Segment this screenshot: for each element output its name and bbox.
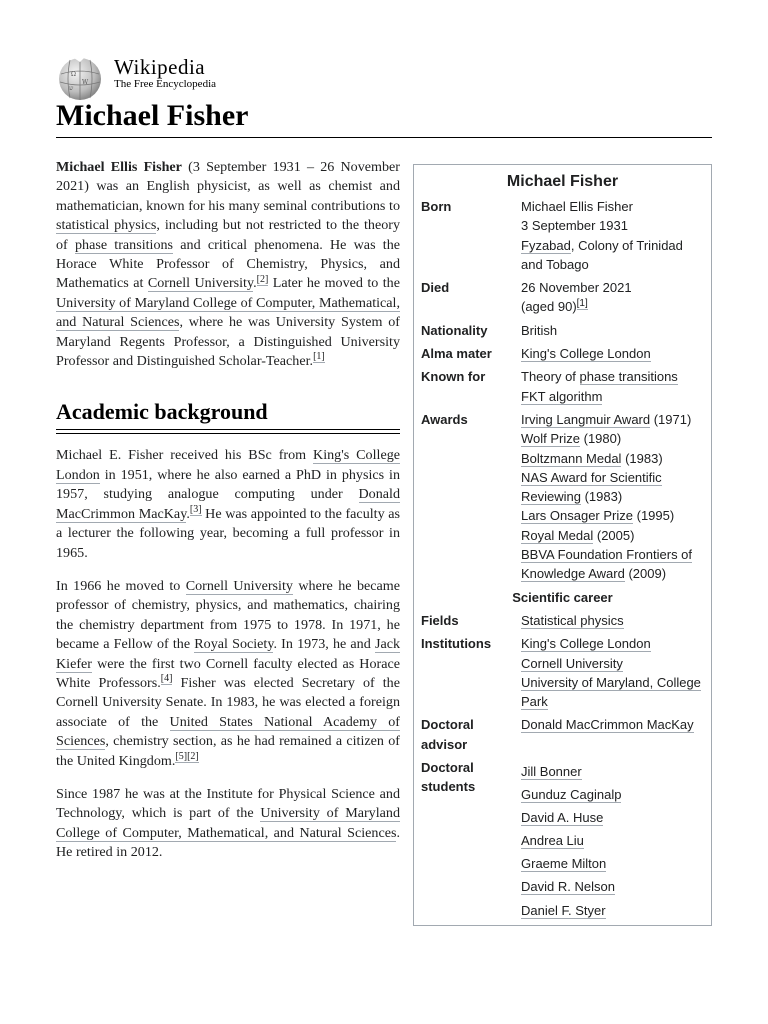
institution-item bbox=[521, 654, 707, 673]
student-item bbox=[521, 785, 707, 804]
text: Since 1987 he was at the Institute for Physical Science and Technology, which is part of the bbox=[56, 785, 400, 822]
career-heading: Scientific career bbox=[512, 589, 613, 605]
label: Alma mater bbox=[421, 346, 492, 362]
link-royal-society[interactable]: Royal Society bbox=[194, 636, 274, 653]
value bbox=[513, 365, 711, 408]
award-year: (1983) bbox=[580, 489, 623, 505]
award-item bbox=[521, 429, 707, 448]
infobox-row-nationality bbox=[414, 319, 711, 342]
infobox bbox=[413, 164, 712, 926]
student-link[interactable]: Andrea Liu bbox=[521, 833, 584, 849]
link-statistical-physics[interactable]: statistical physics bbox=[56, 217, 157, 234]
award-link[interactable]: Wolf Prize bbox=[521, 431, 580, 447]
birth-place bbox=[521, 236, 707, 275]
award-link[interactable]: NAS Award for Scientific Reviewing bbox=[521, 469, 662, 505]
link-phase-transitions[interactable]: phase transitions bbox=[579, 369, 678, 385]
label: Fields bbox=[421, 612, 459, 628]
infobox-row-died bbox=[414, 276, 711, 319]
infobox-row-doctoral-students bbox=[414, 756, 711, 926]
paragraph bbox=[56, 577, 400, 771]
student-item bbox=[521, 808, 707, 827]
infobox-title: Michael Fisher bbox=[506, 173, 619, 190]
text: . In 1973, he and bbox=[273, 636, 375, 653]
value bbox=[513, 342, 711, 365]
student-link[interactable]: Gunduz Caginalp bbox=[521, 787, 622, 803]
value bbox=[513, 632, 711, 713]
award-item bbox=[521, 526, 707, 545]
reference-link[interactable]: [2] bbox=[187, 750, 199, 762]
award-item bbox=[521, 545, 707, 584]
text: , where he was University System of Maryland Regents Professor, a Distinguished University Professor and Distinguished Scholar-Teacher. bbox=[56, 314, 401, 370]
student-link[interactable]: David A. Huse bbox=[521, 810, 604, 826]
section-divider bbox=[56, 429, 400, 434]
value: British bbox=[521, 322, 558, 338]
award-year: (1971) bbox=[650, 411, 692, 427]
text: . He retired in 2012. bbox=[56, 824, 400, 861]
reference-link[interactable]: [1] bbox=[576, 298, 588, 310]
paragraph: Michael E. Fisher received his BSc from King's College London in 1951, where he also earned a PhD in physics in 1957, studying analogue computing under Donald MacCrimmon MacKay.[3] He was appointed to the faculty as a lecturer the following year, becoming a full professor in 1965. bbox=[56, 447, 400, 561]
label: Doctoral advisor bbox=[421, 717, 474, 752]
label: Institutions bbox=[421, 636, 492, 652]
text: Theory of bbox=[521, 369, 580, 385]
value bbox=[513, 408, 711, 586]
infobox-table bbox=[414, 195, 711, 926]
section-heading: Academic background bbox=[56, 399, 268, 425]
infobox-row-awards bbox=[414, 408, 711, 586]
infobox-row-institutions bbox=[414, 632, 711, 713]
text: in 1951, where he also earned a PhD in physics in 1957, studying analogue computing under bbox=[56, 466, 400, 503]
known-for-item bbox=[521, 387, 707, 406]
award-link[interactable]: Irving Langmuir Award bbox=[521, 411, 651, 427]
infobox-row-doctoral-advisor bbox=[414, 713, 711, 756]
student-link[interactable]: Graeme Milton bbox=[521, 856, 607, 872]
link-fyzabad[interactable]: Fyzabad bbox=[521, 237, 571, 253]
death-age bbox=[521, 297, 707, 316]
link-cornell-university[interactable]: Cornell University bbox=[147, 275, 254, 292]
award-year: (2005) bbox=[593, 527, 635, 543]
infobox-row-born bbox=[414, 195, 711, 276]
svg-text:W: W bbox=[82, 79, 89, 86]
link-national-academy-of-sciences[interactable]: United States National Academy of Sciences bbox=[56, 713, 400, 750]
link-phase-transitions[interactable]: phase transitions bbox=[74, 236, 174, 253]
link-donald-mackay[interactable]: Donald MacCrimmon MacKay bbox=[56, 486, 400, 522]
value bbox=[513, 609, 711, 632]
award-link[interactable]: BBVA Foundation Frontiers of Knowledge Award bbox=[521, 547, 693, 582]
student-item bbox=[521, 831, 707, 850]
text: , Colony of Trinidad and Tobago bbox=[521, 237, 683, 272]
text: Michael E. Fisher received his BSc from bbox=[56, 447, 314, 464]
text: were the first two Cornell faculty elected as Horace White Professors. bbox=[56, 655, 400, 691]
institution-link[interactable]: University of Maryland, College Park bbox=[521, 674, 701, 710]
infobox-row-alma-mater bbox=[414, 342, 711, 365]
link-kings-college-london[interactable]: King's College London bbox=[56, 447, 400, 483]
reference-link[interactable]: [3] bbox=[189, 504, 202, 515]
text: where he became professor of chemistry, physics, and mathematics, chairing the chemistry department from 1975 to 1978. In 1971, he became a Fellow of the bbox=[56, 577, 400, 653]
text: Later he moved to the bbox=[268, 275, 400, 292]
link-university-of-maryland[interactable]: University of Maryland College of Computer, Mathematical, and Natural Sciences bbox=[56, 805, 400, 841]
value bbox=[513, 713, 711, 756]
student-link[interactable]: Daniel F. Styer bbox=[521, 902, 606, 918]
link-university-of-maryland[interactable]: University of Maryland College of Computer, Mathematical, and Natural Sciences bbox=[56, 294, 400, 331]
wikipedia-globe-logo-icon[interactable] bbox=[56, 54, 104, 102]
institution-item bbox=[521, 634, 707, 653]
institution-link[interactable]: King's College London bbox=[521, 636, 651, 652]
student-link[interactable]: David R. Nelson bbox=[521, 879, 615, 895]
text: Fisher was elected Secretary of the Cornell University Senate. In 1983, he was elected a foreign associate of the bbox=[56, 674, 400, 730]
birth-date: 3 September 1931 bbox=[521, 218, 628, 234]
wordmark-title: Wikipedia bbox=[114, 55, 206, 79]
institution-item bbox=[521, 673, 707, 712]
infobox-row-known-for bbox=[414, 365, 711, 408]
link-fkt-algorithm[interactable]: FKT algorithm bbox=[521, 388, 603, 404]
award-year: (1983) bbox=[621, 450, 663, 466]
link-kings-college-london[interactable]: King's College London bbox=[521, 346, 651, 362]
value bbox=[513, 756, 711, 926]
intro-paragraph: Michael Ellis Fisher (3 September 1931 – 26 November 2021) was an English physicist, as well as chemist and mathematician, known for his many seminal contributions to statistical physics, including but not restricted to the theory of phase transitions and critical phenomena. He was the Horace White Professor of Chemistry, Physics, and Mathematics at Cornell University.[2] Later he moved to the University of Maryland College of Computer, Mathematical, and Natural Sciences, where he was University System of Maryland Regents Professor, a Distinguished University Professor and Distinguished Scholar-Teacher.[1] bbox=[56, 159, 401, 370]
institution-link[interactable]: Cornell University bbox=[521, 655, 623, 671]
known-for-item bbox=[521, 367, 707, 386]
svg-text:Ω: Ω bbox=[71, 71, 76, 78]
award-item bbox=[521, 468, 707, 507]
title-divider bbox=[56, 137, 712, 138]
link-statistical-physics[interactable]: Statistical physics bbox=[521, 612, 624, 628]
reference-link[interactable]: [4] bbox=[160, 673, 173, 685]
award-year: (2009) bbox=[624, 566, 667, 582]
award-item bbox=[521, 449, 707, 468]
value bbox=[513, 195, 711, 276]
label: Nationality bbox=[421, 322, 488, 338]
link-cornell-university[interactable]: Cornell University bbox=[185, 577, 293, 594]
award-year: (1995) bbox=[633, 508, 675, 524]
label: Died bbox=[421, 280, 450, 296]
text: , including but not restricted to the theory of bbox=[56, 217, 400, 253]
wikipedia-wordmark[interactable] bbox=[114, 56, 216, 91]
subject-name: Michael Ellis Fisher bbox=[56, 159, 182, 175]
text: (3 September 1931 – 26 November 2021) was an English physicist, as well as chemist and mathematician, known for his many seminal contributions to bbox=[56, 159, 400, 214]
award-link[interactable]: Boltzmann Medal bbox=[521, 450, 622, 466]
label: Awards bbox=[421, 411, 468, 427]
article-body bbox=[56, 158, 400, 877]
text: (aged 90) bbox=[521, 299, 577, 315]
value bbox=[513, 276, 711, 319]
reference-link[interactable]: [1] bbox=[313, 351, 325, 363]
text: and critical phenomena. He was the Horace White Professor of Chemistry, Physics, and Mathematics at bbox=[56, 236, 401, 292]
award-item bbox=[521, 506, 707, 525]
student-item bbox=[521, 854, 707, 873]
award-link[interactable]: Lars Onsager Prize bbox=[521, 508, 633, 524]
award-item bbox=[521, 410, 707, 429]
page-title: Michael Fisher bbox=[56, 99, 249, 132]
student-item bbox=[521, 762, 707, 781]
svg-text:ש: ש bbox=[69, 85, 74, 92]
text: , chemistry section, as he had remained a citizen of the United Kingdom. bbox=[56, 733, 400, 769]
label: Doctoral students bbox=[421, 760, 476, 795]
label: Known for bbox=[421, 369, 486, 385]
reference-link[interactable]: [5] bbox=[175, 750, 188, 762]
student-link[interactable]: Jill Bonner bbox=[521, 764, 582, 780]
wordmark-tagline: The Free Encyclopedia bbox=[114, 78, 217, 90]
infobox-row-fields bbox=[414, 609, 711, 632]
student-item bbox=[521, 877, 707, 896]
birth-name: Michael Ellis Fisher bbox=[521, 199, 633, 214]
link-jack-kiefer[interactable]: Jack Kiefer bbox=[56, 636, 400, 672]
label: Born bbox=[421, 199, 452, 214]
link-donald-mackay[interactable]: Donald MacCrimmon MacKay bbox=[521, 717, 694, 733]
paragraph bbox=[56, 785, 400, 863]
text: In 1966 he moved to bbox=[56, 577, 186, 594]
infobox-subheader bbox=[414, 586, 711, 609]
award-year: (1980) bbox=[580, 431, 622, 447]
death-date: 26 November 2021 bbox=[521, 280, 632, 296]
award-link[interactable]: Royal Medal bbox=[521, 527, 594, 543]
reference-link[interactable]: [2] bbox=[256, 273, 269, 285]
text: He was appointed to the faculty as a lecturer the following year, becoming a full professor in 1965. bbox=[56, 505, 400, 561]
student-item bbox=[521, 901, 707, 920]
